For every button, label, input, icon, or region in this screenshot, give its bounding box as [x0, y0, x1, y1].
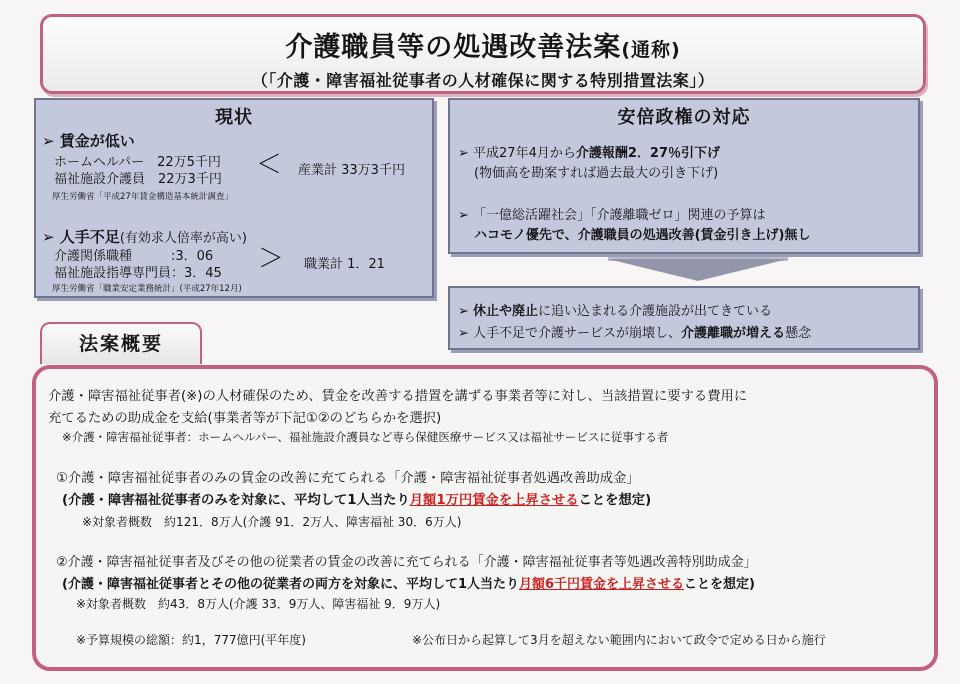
item-1-title: ①介護・障害福祉従事者のみの賃金の改善に充てられる「介護・障害福祉従事者処遇改善助成金」	[56, 471, 640, 486]
abe-item-1-note: (物価高を勘案すれば過去最大の引き下げ)	[474, 166, 719, 181]
item-1-target-count: ※対象者概数 約121．8万人(介護 91．2万人、障害福祉 30．6万人)	[82, 515, 462, 529]
item-1-wage-increase: 月額1万円賃金を上昇させる	[409, 493, 579, 508]
current-heading: 現状	[215, 107, 253, 128]
less-than-sign: ＜	[256, 150, 283, 180]
source-wage-stats: 厚生労働省「平成27年賃金構造基本統計調査」	[52, 192, 233, 202]
bullet-icon: ➢	[458, 208, 474, 223]
abe-item-2-line2: ハコモノ優先で、介護職員の処遇改善(賃金引き上げ)無し	[474, 228, 811, 243]
abe-heading: 安倍政権の対応	[617, 107, 751, 128]
facility-carer-wage: 福祉施設介護員 22万3千円	[54, 172, 222, 187]
source-employment-stats: 厚生労働省「職業安定業務統計」(平成27年12月)	[52, 284, 242, 294]
enforcement-note: ※公布日から起算して3月を超えない範囲内において政令で定める日から施行	[412, 633, 826, 647]
bullet-icon: ➢	[458, 146, 474, 161]
outline-tab: 法案概要	[40, 322, 202, 364]
budget-note: ※予算規模の総額：約1，777億円(平年度)	[76, 633, 306, 647]
result-line-1: ➢ 休止や廃止に追い込まれる介護施設が出てきている	[458, 304, 773, 319]
care-jobs-ratio: 介護関係職種 :3．06	[54, 249, 214, 264]
bullet-icon: ➢	[458, 326, 474, 341]
bullet-icon: ➢	[458, 304, 474, 319]
result-line-2: ➢ 人手不足で介護サービスが崩壊し、介護離職が増える懸念	[458, 326, 812, 341]
abe-response-panel	[448, 98, 920, 254]
item-2-target-count: ※対象者概数 約43．8万人(介護 33．9万人、障害福祉 9．9万人)	[76, 597, 441, 611]
abe-item-2: ➢ 「一億総活躍社会」「介護離職ゼロ」関連の予算は	[458, 208, 766, 223]
item-2-title: ②介護・障害福祉従事者及びその他の従業者の賃金の改善に充てられる「介護・障害福祉従事者等処遇改善特別助成金」	[56, 555, 757, 570]
outline-intro-2: 充てるための助成金を支給(事業者等が下記①②のどちらかを選択)	[48, 411, 442, 426]
title-box	[40, 14, 926, 94]
greater-than-sign: ＞	[258, 244, 285, 274]
page-title: 介護職員等の処遇改善法案(通称)	[285, 32, 681, 63]
occupation-total-ratio: 職業計 1．21	[304, 257, 385, 272]
wage-low-heading: ➢ 賃金が低い	[42, 132, 135, 150]
item-1-description: (介護・障害福祉従事者のみを対象に、平均して1人当たり月額1万円賃金を上昇させることを想定)	[62, 493, 652, 508]
bullet-icon: ➢	[42, 228, 60, 246]
current-situation-panel	[34, 98, 434, 298]
outline-note: ※介護・障害福祉従事者：ホームヘルパー、福祉施設介護員など専ら保健医療サービス又は福祉サービスに従事する者	[62, 430, 669, 444]
industry-total-wage: 産業計 33万3千円	[298, 163, 405, 178]
page-subtitle: （「介護・障害福祉従事者の人材確保に関する特別措置法案」）	[251, 71, 715, 90]
bill-outline-box	[32, 365, 938, 671]
outline-intro-1: 介護・障害福祉従事者(※)の人材確保のため、賃金を改善する措置を講ずる事業者等に対し、当該措置に要する費用に	[48, 389, 748, 404]
item-2-wage-increase: 月額6千円賃金を上昇させる	[519, 577, 685, 592]
item-2-description: (介護・障害福祉従事者とその他の従業者の両方を対象に、平均して1人当たり月額6千円賃金を上昇させることを想定)	[62, 577, 755, 592]
bullet-icon: ➢	[42, 132, 60, 150]
abe-item-1: ➢ 平成27年4月から介護報酬2．27％引下げ	[458, 146, 720, 161]
down-arrow-icon	[608, 259, 788, 281]
labor-shortage-heading: ➢ 人手不足(有効求人倍率が高い)	[42, 228, 247, 246]
facility-guide-ratio: 福祉施設指導専門員：3．45	[54, 266, 222, 281]
home-helper-wage: ホームヘルパー 22万5千円	[54, 155, 221, 170]
result-panel	[448, 286, 920, 350]
